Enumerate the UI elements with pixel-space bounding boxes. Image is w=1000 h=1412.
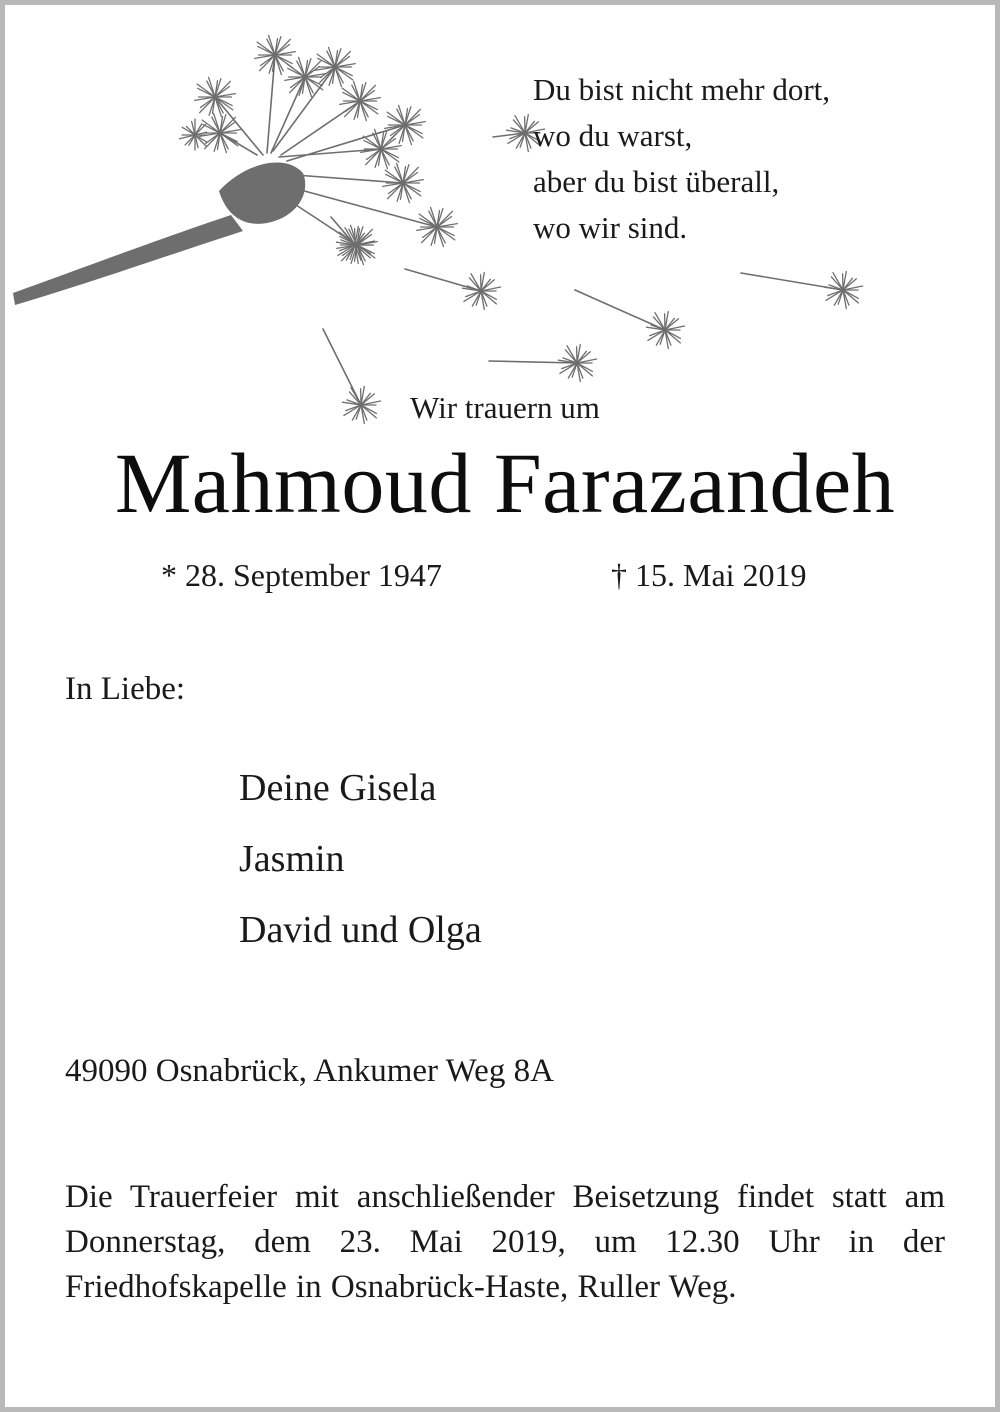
flying-seed-tuft — [647, 312, 685, 349]
address: 49090 Osnabrück, Ankumer Weg 8A — [65, 1053, 554, 1089]
family-member: David und Olga — [239, 909, 482, 951]
seed-tuft — [417, 207, 458, 246]
seed-stalk — [279, 149, 381, 157]
in-love-label: In Liebe: — [65, 671, 186, 707]
poem-line: wo du warst, — [533, 118, 693, 153]
family-list — [239, 753, 482, 966]
seed-tuft — [180, 119, 208, 150]
seed-tuft — [195, 77, 236, 116]
poem-line: Du bist nicht mehr dort, — [533, 72, 831, 107]
flying-seed-tuft — [825, 272, 863, 309]
intro-text: Wir trauern um — [410, 390, 600, 425]
seed-tuft — [361, 129, 402, 168]
birth-date: * 28. September 1947 — [161, 557, 442, 593]
flying-seed-tuft — [463, 273, 501, 310]
poem-line: aber du bist überall, — [533, 164, 780, 199]
seed-tuft — [315, 47, 356, 86]
seed-tuft — [383, 163, 424, 202]
flying-seed-stalk — [575, 290, 665, 330]
dandelion-stem — [13, 215, 243, 305]
poem-line: wo wir sind. — [533, 210, 688, 245]
dandelion-head — [219, 163, 305, 224]
family-member: Jasmin — [239, 838, 345, 880]
seed-stalk — [295, 175, 403, 183]
deceased-name: Mahmoud Farazandeh — [114, 435, 896, 531]
funeral-service-info: Die Trauerfeier mit anschließender Beisetzung findet statt am Donnerstag, dem 23. Mai 2019, um 12.30 Uhr in der Friedhofskapelle in Osnabrück-Haste, Ruller Weg. — [65, 1179, 945, 1305]
death-date: † 15. Mai 2019 — [611, 557, 807, 593]
dandelion-illustration — [5, 5, 1000, 435]
seed-stalk — [297, 189, 437, 227]
seed-stalk — [267, 55, 275, 153]
seed-tuft — [340, 81, 381, 120]
flying-seed-stalk — [405, 269, 481, 291]
poem — [533, 67, 830, 251]
seed-tuft — [200, 113, 241, 152]
family-member: Deine Gisela — [239, 767, 437, 809]
